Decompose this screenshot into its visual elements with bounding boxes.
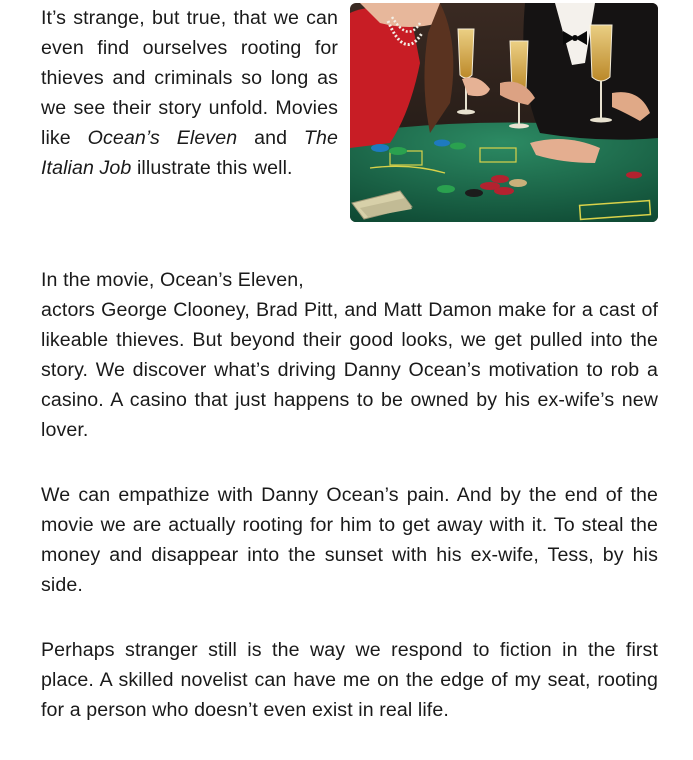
intro-section	[41, 3, 658, 230]
paragraph-lead-line: In the movie, Ocean’s Eleven,	[41, 269, 304, 291]
intro-conjunction: and	[237, 127, 304, 149]
intro-text: It’s strange, but true, that we can even find ourselves rooting for thieves and criminals so long as we see their story unfold. Movies like	[41, 7, 338, 149]
paragraph-fiction: Perhaps stranger still is the way we respond to fiction in the first place. A skilled novelist can have me on the edge of my seat, rooting for a person who doesn’t even exist in real life.	[41, 639, 658, 721]
intro-text-end: illustrate this well.	[131, 157, 293, 179]
article-body	[41, 3, 658, 760]
paragraph-empathy: We can empathize with Danny Ocean’s pain. And by the end of the movie we are actually rooting for him to get away with it. To steal the money and disappear into the sunset with his ex-wife, Tess, by his side.	[41, 484, 658, 596]
paragraph-movie-cast	[41, 265, 658, 445]
casino-photo	[350, 3, 658, 222]
paragraph-body: actors George Clooney, Brad Pitt, and Matt Damon make for a cast of likeable thieves. But beyond their good looks, we get pulled into the story. We discover what’s driving Danny Ocean’s motivation to rob a casino. A casino that just happens to be owned by his ex-wife’s new lover.	[41, 299, 658, 441]
movie-title-oceans-eleven: Ocean’s Eleven	[87, 127, 238, 149]
movie-title-italian-job: The Italian Job	[41, 127, 338, 179]
